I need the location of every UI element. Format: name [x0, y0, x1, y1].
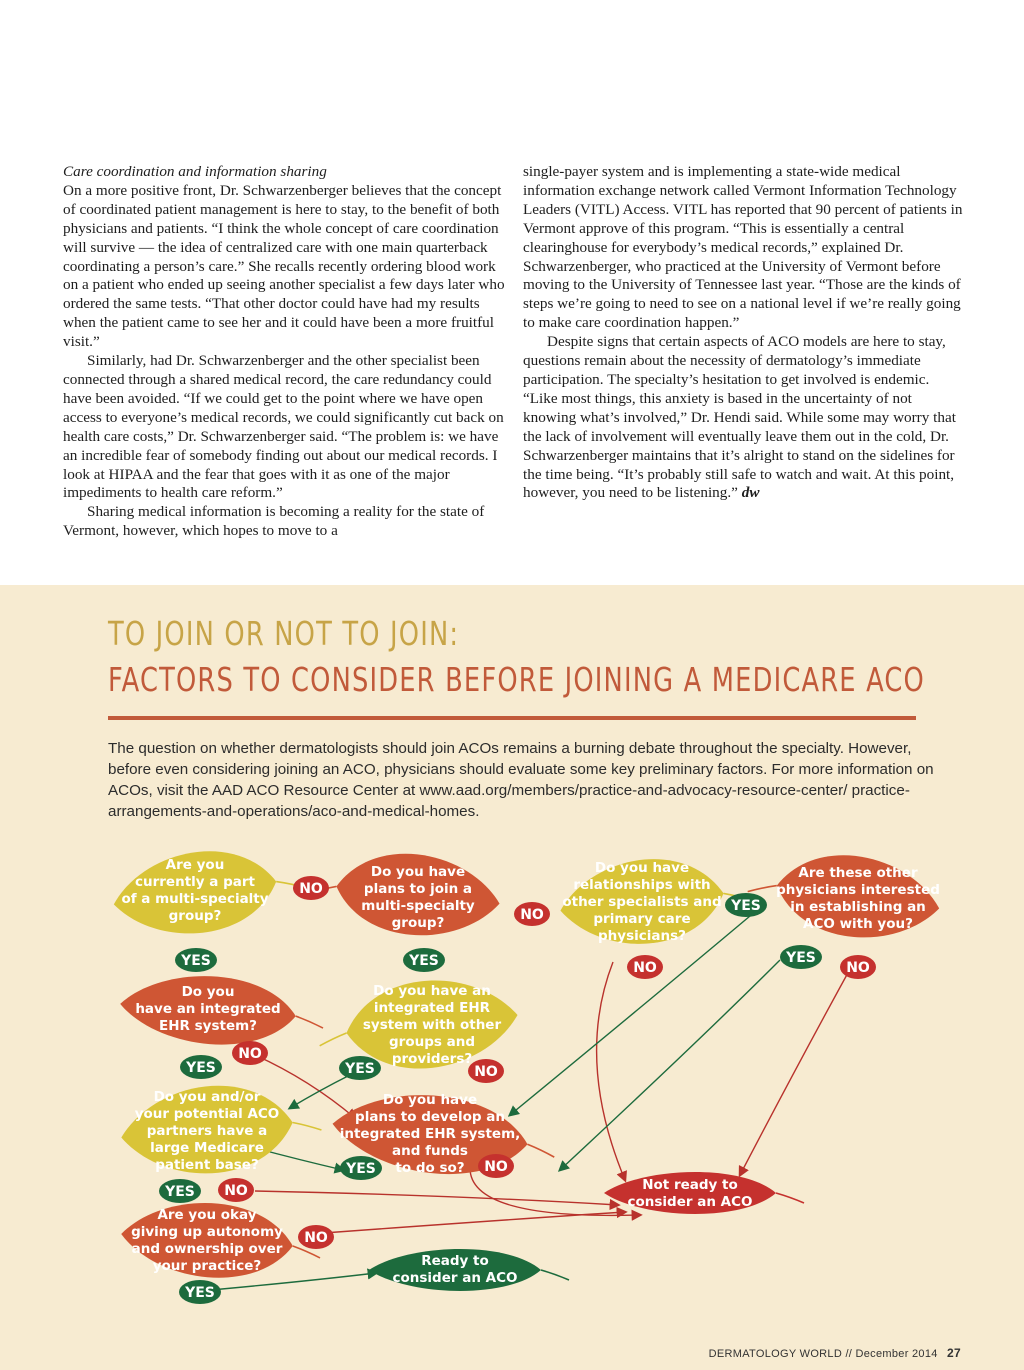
- badge-label: NO: [304, 1230, 328, 1246]
- flow-arrow: [510, 916, 750, 1115]
- leaf-question-text: Ready to consider an ACO: [392, 1253, 518, 1286]
- article-paragraph: Similarly, had Dr. Schwarzenberger and the other specialist been connected through a shared medical record, the care redundancy could have been avoided. “If we could get to the point where we have open access to everyone’s medical records, we could significantly cut back on health care costs,” Dr. Schwarzenberger said. “The problem is: we have an incredible fear of somebody finding out about our medical records. I look at HIPAA and the fear that goes with it as one of the major impediments to health care reform.”: [63, 352, 504, 502]
- leaf-question-text: Are you currently a part of a multi-specialty group?: [121, 857, 269, 924]
- leaf-node-q9: [119, 1197, 321, 1283]
- leaf-stem: [293, 1120, 322, 1132]
- footer-separator: //: [845, 1348, 853, 1360]
- yes-badge: [403, 948, 445, 972]
- leaf-node-q4: [748, 846, 945, 949]
- badge-label: NO: [224, 1183, 248, 1199]
- yes-badge: [180, 1055, 222, 1079]
- badge-label: YES: [731, 898, 761, 914]
- no-badge: [298, 1225, 334, 1249]
- badge-label: YES: [786, 950, 816, 966]
- leaf-question-text: Do you and/or your potential ACO partners have a large Medicare patient base?: [134, 1089, 280, 1173]
- sidebar-title-line2: FACTORS TO CONSIDER BEFORE JOINING A MEDICARE ACO: [108, 660, 925, 699]
- no-badge: [232, 1041, 268, 1065]
- no-badge: [840, 955, 876, 979]
- sidebar-intro: The question on whether dermatologists should join ACOs remains a burning debate throughout the specialty. However, before even considering joining an ACO, physicians should evaluate some key preliminary factors. For more information on ACOs, visit the AAD ACO Resource Center at www.aad.org/members/practice-and-advocacy-resource-center/ practice-arrangements-and-operations/aco-and-medical-homes.: [108, 740, 934, 820]
- badge-label: NO: [474, 1064, 498, 1080]
- flow-arrow: [310, 1212, 625, 1234]
- signature-mark: dw: [741, 484, 760, 502]
- leaf-question-text: Are these other physicians interested in establishing an ACO with you?: [776, 865, 940, 932]
- flow-arrow: [597, 962, 625, 1180]
- leaf-stem: [776, 1193, 804, 1203]
- badge-label: NO: [299, 881, 323, 897]
- leaf-stem: [748, 882, 777, 896]
- article-paragraph: On a more positive front, Dr. Schwarzenberger believes that the concept of coordinated patient management is here to stay, to the benefit of both physicians and patients. “I think the whole concept of care coordination will survive — the idea of centralized care with one main quarterback coordinating a person’s care.” She recalls recently ordering blood work on a patient who ended up seeing another specialist a few days later who ordered the same tests. “That other doctor could have had my results when the patient came to see her and it could have been a more fruitful visit.”: [63, 181, 505, 351]
- yes-badge: [339, 1056, 381, 1080]
- section-subhead: Care coordination and information sharing: [63, 163, 327, 180]
- badge-label: NO: [520, 907, 544, 923]
- leaf-stem: [541, 1270, 569, 1280]
- yes-badge: [780, 945, 822, 969]
- badge-label: YES: [181, 953, 211, 969]
- yes-badge: [725, 893, 767, 917]
- issue-date: December 2014: [855, 1348, 938, 1360]
- leaf-stem: [295, 1016, 324, 1028]
- leaf-node-ready: [369, 1249, 569, 1291]
- flow-arrow: [255, 1191, 618, 1205]
- leaf-question-text: Do you have plans to develop an integrated EHR system, and funds to do so?: [339, 1092, 521, 1176]
- badge-label: YES: [165, 1184, 195, 1200]
- yes-badge: [175, 948, 217, 972]
- no-badge: [218, 1178, 254, 1202]
- badge-label: YES: [345, 1061, 375, 1077]
- article-paragraph: single-payer system and is implementing a state-wide medical information exchange network called Vermont Information Technology Leaders (VITL) Access. VITL has reported that 90 percent of patients in Vermont approve of this program. “This is essentially a central clearinghouse for everybody’s medical records,” explained Dr. Schwarzenberger, who practiced at the University of Vermont before moving to the University of Tennessee last year. “Those are the kinds of steps we’re going to need to see on a national level if we’re really going to make care coordination happen.”: [523, 163, 963, 332]
- badge-label: YES: [409, 953, 439, 969]
- badge-label: NO: [633, 960, 657, 976]
- leaf-question-text: Do you have an integrated EHR system with other groups and providers?: [362, 983, 502, 1067]
- leaf-node-q3: [556, 852, 752, 953]
- leaf-node-q7: [118, 1079, 322, 1181]
- flow-connectors: [200, 916, 855, 1291]
- yes-badge: [159, 1179, 201, 1203]
- leaf-stem: [319, 1033, 348, 1046]
- flow-arrow: [290, 1075, 350, 1108]
- badge-label: NO: [846, 960, 870, 976]
- no-badge: [627, 955, 663, 979]
- leaf-node-q2: [308, 846, 504, 943]
- badge-label: NO: [238, 1046, 262, 1062]
- flow-arrow: [560, 960, 780, 1170]
- badge-label: YES: [186, 1060, 216, 1076]
- yes-badge: [340, 1156, 382, 1180]
- leaf-question-text: Do you have an integrated EHR system?: [135, 984, 281, 1034]
- page-number: 27: [947, 1346, 961, 1360]
- leaf-node-q5: [118, 970, 324, 1050]
- badge-label: YES: [346, 1161, 376, 1177]
- no-badge: [478, 1154, 514, 1178]
- sidebar-title-line1: TO JOIN OR NOT TO JOIN:: [108, 614, 460, 653]
- page-footer: [709, 1346, 961, 1360]
- no-badge: [293, 876, 329, 900]
- article-paragraph-text: Despite signs that certain aspects of ACO models are here to stay, questions remain about the necessity of dermatology’s immediate participation. The specialty’s hesitation to get involved is endemic. “Like most things, this anxiety is based in the uncertainty of not knowing what’s involved,” Dr. Hendi said. While some may worry that the lack of involvement will eventually leave them out in the cold, Dr. Schwarzenberger maintains that it’s alright to stand on the sidelines for the time being. “It’s probably still safe to watch and wait. At this point, however, you need to be listening.”: [523, 333, 956, 502]
- flow-arrow: [740, 960, 855, 1175]
- badge-label: YES: [185, 1285, 215, 1301]
- leaf-node-not-ready: [604, 1172, 804, 1214]
- leaf-node-q1: [108, 842, 305, 945]
- leaf-question-text: Are you okay giving up autonomy and ownership over your practice?: [131, 1207, 283, 1274]
- publication-name: DERMATOLOGY WORLD: [708, 1348, 843, 1360]
- badge-label: NO: [484, 1159, 508, 1175]
- leaf-question-text: Do you have plans to join a multi-specialty group?: [361, 864, 475, 931]
- leaf-stem: [526, 1144, 555, 1157]
- no-badge: [514, 902, 550, 926]
- leaf-question-text: Not ready to consider an ACO: [627, 1177, 753, 1210]
- yes-badge: [179, 1280, 221, 1304]
- no-badge: [468, 1059, 504, 1083]
- article-paragraph: Sharing medical information is becoming a reality for the state of Vermont, however, which hopes to move to a: [63, 503, 485, 540]
- leaf-question-text: Do you have relationships with other specialists and primary care physicians?: [562, 860, 722, 944]
